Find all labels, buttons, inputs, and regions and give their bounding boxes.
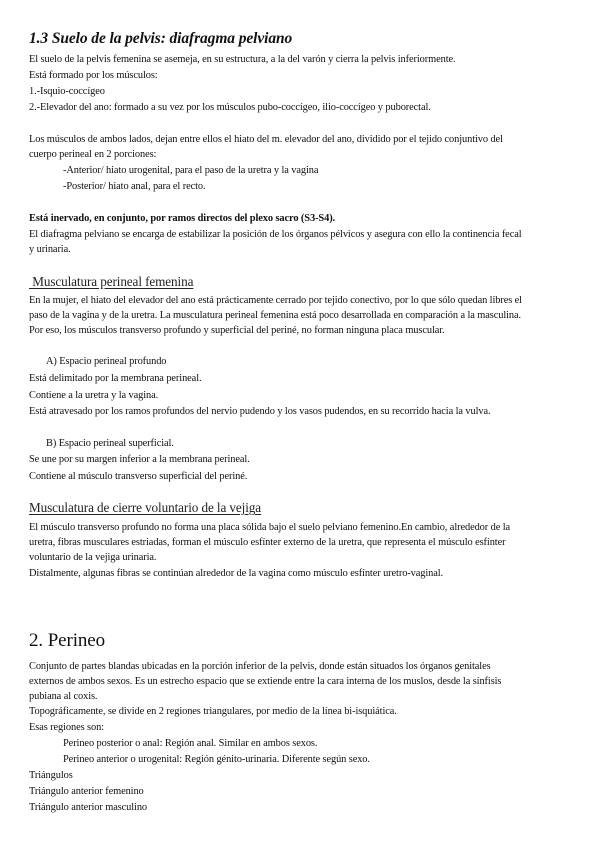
list-item: Perineo anterior o urogenital: Región génito-urinaria. Diferente según sexo. bbox=[63, 754, 370, 765]
paragraph-line: Esas regiones son: bbox=[29, 722, 104, 733]
paragraph-line: Distalmente, algunas fibras se continúan alrededor de la vagina como músculo esfínter uretro-vaginal. bbox=[29, 568, 444, 579]
subheading-perineal-female: Musculatura perineal femenina bbox=[29, 274, 194, 289]
paragraph-line: voluntario de la vejiga urinaria. bbox=[29, 552, 157, 563]
list-item: 2.-Elevador del ano: formado a su vez por los músculos pubo-coccígeo, ilio-coccígeo y puborectal. bbox=[29, 102, 431, 113]
paragraph-line: Los músculos de ambos lados, dejan entre ellos el hiato del m. elevador del ano, dividido por el tejido conjuntivo del bbox=[29, 134, 503, 145]
paragraph-line: El suelo de la pelvis femenina se asemeja, en su estructura, a la del varón y cierra la pelvis inferiormente. bbox=[29, 54, 456, 65]
paragraph-line: Conjunto de partes blandas ubicadas en la porción inferior de la pelvis, donde están situados los órganos genitales bbox=[29, 661, 491, 672]
innervation-note: Está inervado, en conjunto, por ramos directos del plexo sacro (S3-S4). bbox=[29, 213, 336, 224]
section-title-perineo: 2. Perineo bbox=[29, 630, 106, 651]
paragraph-line: Contiene al músculo transverso superficial del periné. bbox=[29, 471, 248, 482]
paragraph-line: Se une por su margen inferior a la membrana perineal. bbox=[29, 454, 250, 465]
list-heading-b: B) Espacio perineal superficial. bbox=[46, 438, 174, 449]
list-item: 1.-Isquio-coccígeo bbox=[29, 86, 105, 97]
paragraph-line: El diafragma pelviano se encarga de estabilizar la posición de los órganos pélvicos y asegura con ello la continencia fecal bbox=[29, 229, 522, 240]
paragraph-line: y urinaria. bbox=[29, 244, 71, 255]
paragraph-line: Por eso, los músculos transverso profundo y superficial del periné, no forman ninguna placa muscular. bbox=[29, 325, 445, 336]
paragraph-line: pubiana al coxis. bbox=[29, 691, 98, 702]
paragraph-line: El músculo transverso profundo no forma una placa sólida bajo el suelo pelviano femenino.En cambio, alrededor de la bbox=[29, 522, 511, 533]
section-title-1-3: 1.3 Suelo de la pelvis: diafragma pelviano bbox=[29, 30, 293, 47]
paragraph-line: paso de la vagina y de la uretra. La musculatura perineal femenina está poco desarrollada en comparación a la masculina. bbox=[29, 310, 522, 321]
paragraph-line: cuerpo perineal en 2 porciones: bbox=[29, 149, 157, 160]
paragraph-line: Está delimitado por la membrana perineal. bbox=[29, 373, 202, 384]
paragraph-line: externos de ambos sexos. Es un estrecho espacio que se extiende entre la cara interna de los muslos, desde la sínfisis bbox=[29, 676, 502, 687]
list-item: Triángulos bbox=[29, 770, 73, 781]
paragraph-line: Topográficamente, se divide en 2 regiones triangulares, por medio de la línea bi-isquiática. bbox=[29, 706, 397, 717]
paragraph-line: En la mujer, el hiato del elevador del ano está prácticamente cerrado por tejido conectivo, por lo que sólo quedan libres el bbox=[29, 295, 522, 306]
paragraph-line: Está formado por los músculos: bbox=[29, 70, 158, 81]
list-item: -Posterior/ hiato anal, para el recto. bbox=[63, 181, 206, 192]
paragraph-line: uretra, fibras musculares estriadas, forman el músculo esfínter externo de la uretra, que representa el músculo esfínter bbox=[29, 537, 506, 548]
list-item: Perineo posterior o anal: Región anal. Similar en ambos sexos. bbox=[63, 738, 318, 749]
list-item: Triángulo anterior masculino bbox=[29, 802, 148, 813]
paragraph-line: Contiene a la uretra y la vagina. bbox=[29, 390, 159, 401]
list-item: Triángulo anterior femenino bbox=[29, 786, 144, 797]
list-heading-a: A) Espacio perineal profundo bbox=[46, 356, 167, 367]
subheading-bladder: Musculatura de cierre voluntario de la vejiga bbox=[29, 500, 262, 515]
list-item: -Anterior/ hiato urogenital, para el paso de la uretra y la vagina bbox=[63, 165, 319, 176]
paragraph-line: Está atravesado por los ramos profundos del nervio pudendo y los vasos pudendos, en su recorrido hacia la vulva. bbox=[29, 406, 491, 417]
